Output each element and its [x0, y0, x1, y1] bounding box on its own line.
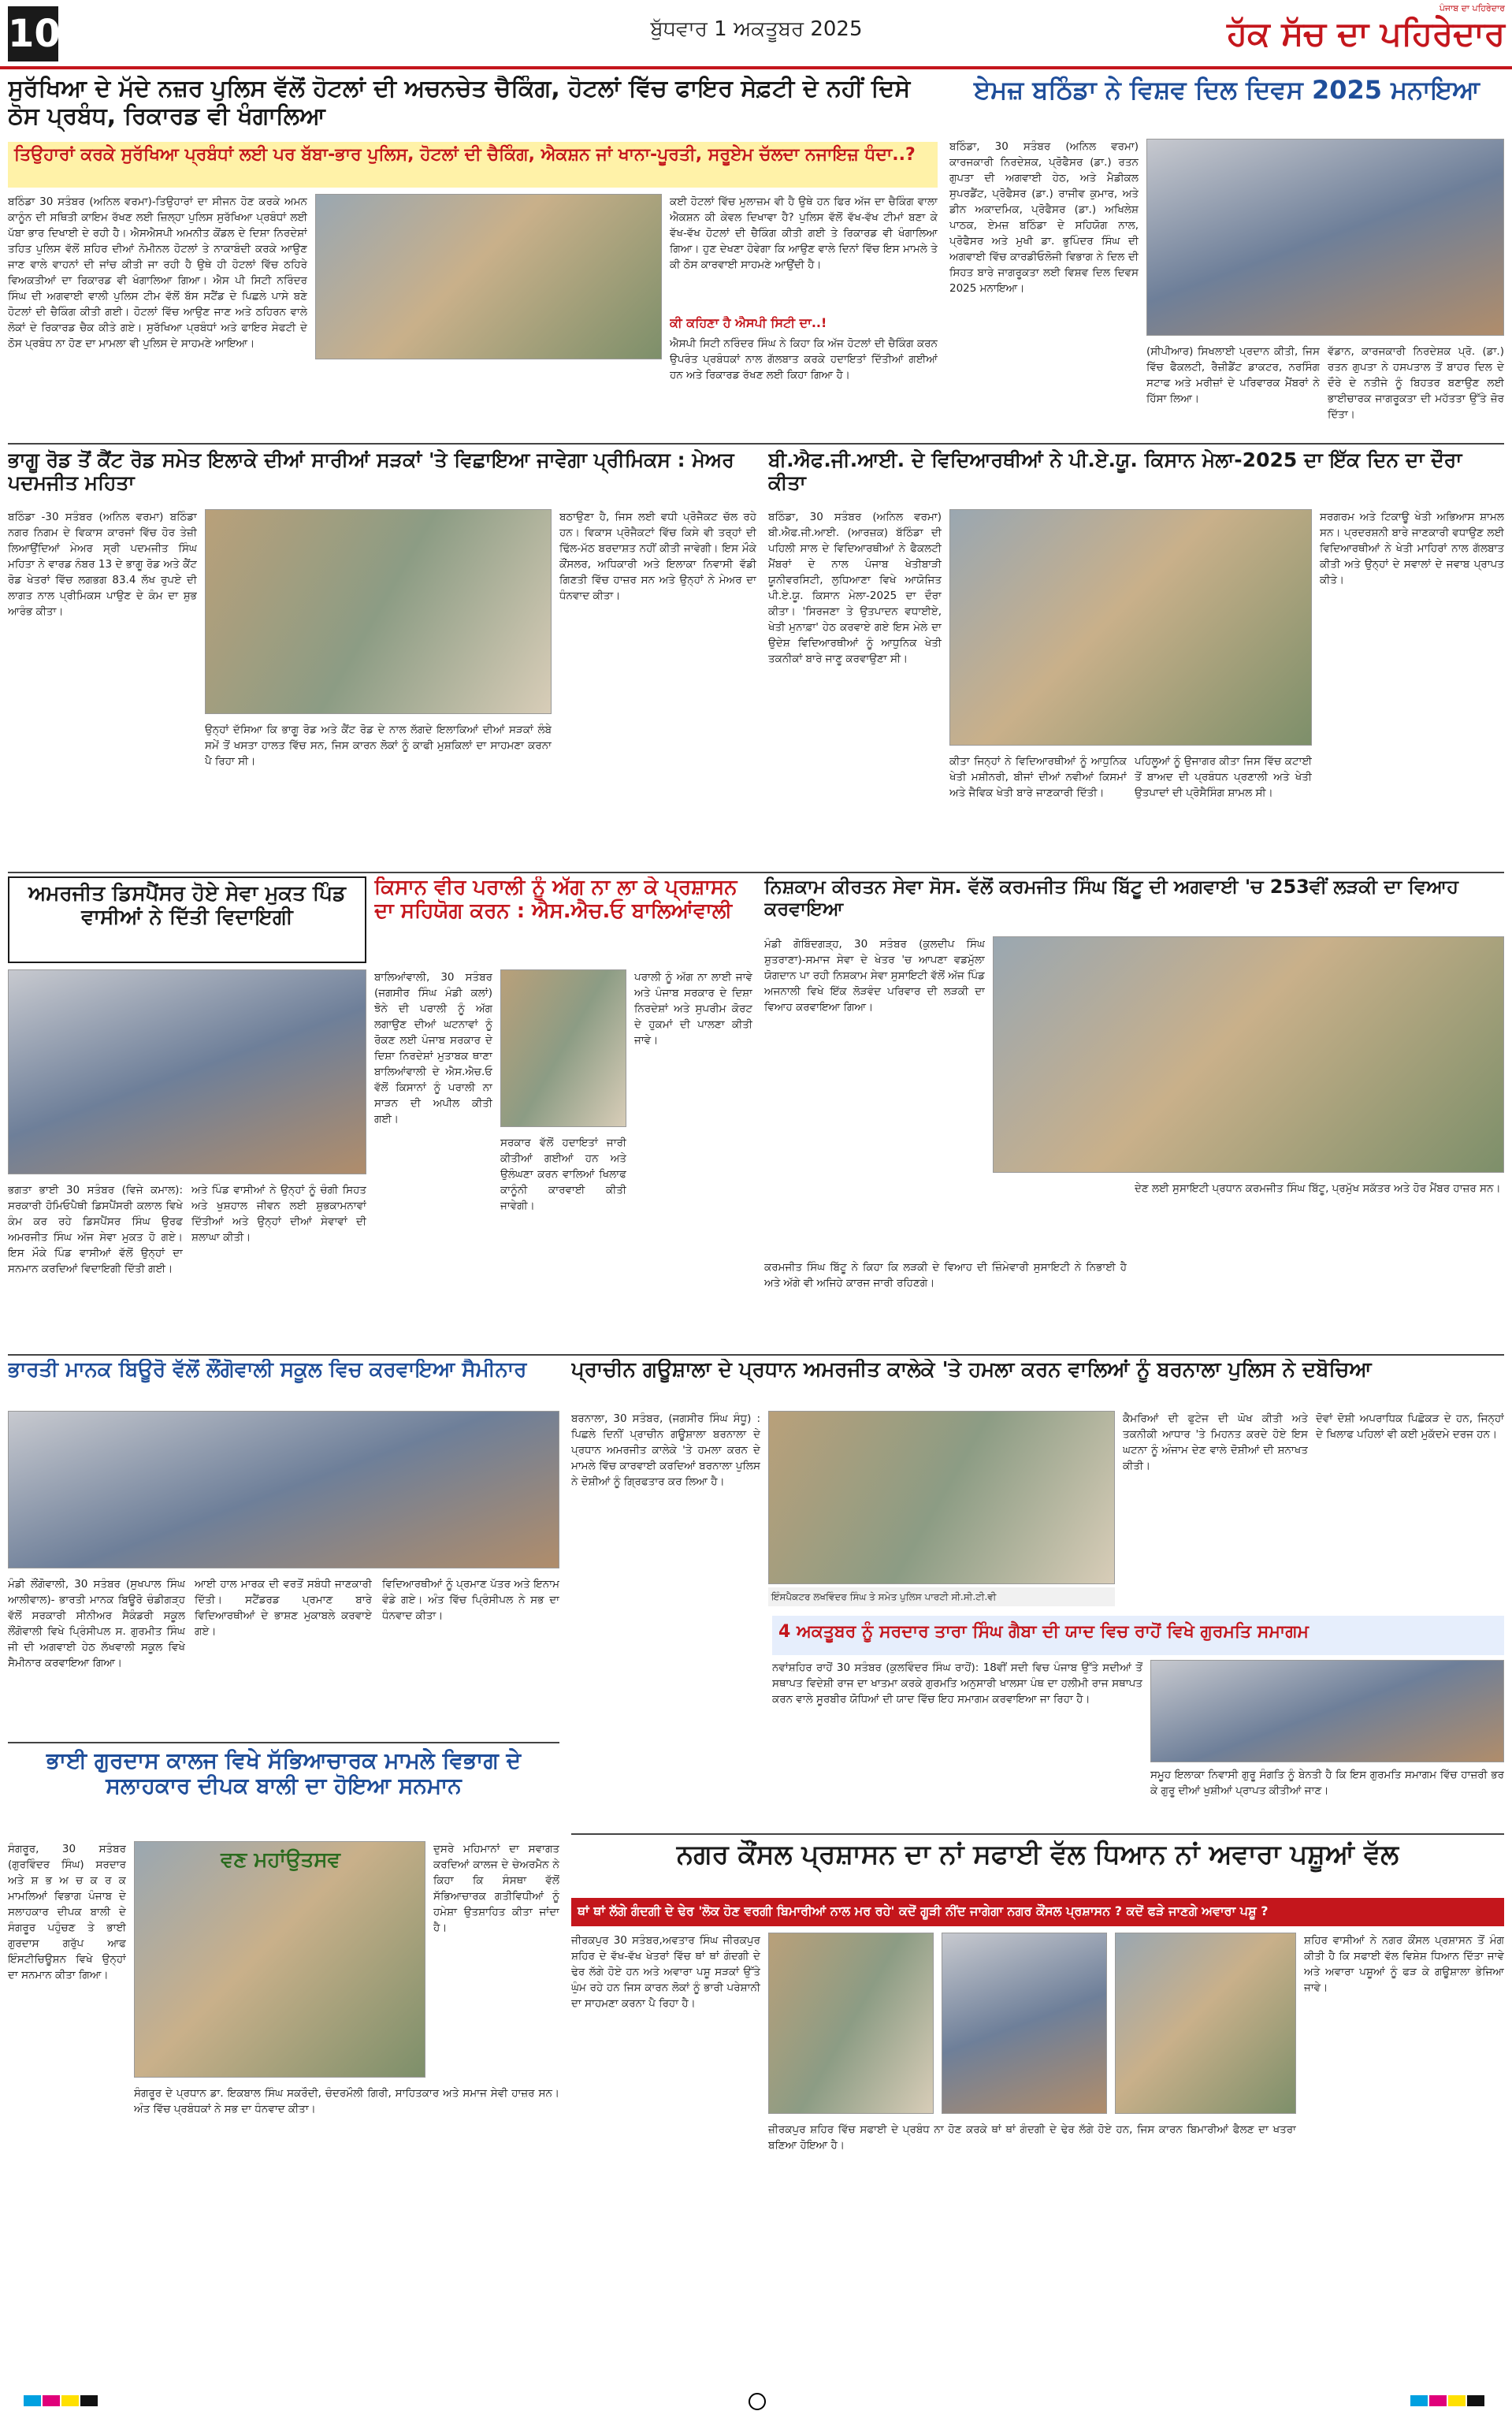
masthead-tag: ਪੰਜਾਬ ਦਾ ਪਹਿਰੇਦਾਰ — [1439, 3, 1505, 13]
divider — [8, 872, 1504, 873]
article-council — [571, 1840, 1504, 2387]
headline: 4 ਅਕਤੂਬਰ ਨੂੰ ਸਰਦਾਰ ਤਾਰਾ ਸਿੰਘ ਗੈਬਾ ਦੀ ਯਾਦ ਵਿਚ ਰਾਹੋਂ ਵਿਖੇ ਗੁਰਮਤਿ ਸਮਾਗਮ — [772, 1616, 1504, 1655]
body-text: ਕਰਮਜੀਤ ਸਿੰਘ ਬਿੱਟੂ ਨੇ ਕਿਹਾ ਕਿ ਲੜਕੀ ਦੇ ਵਿਆਹ ਦੀ ਜ਼ਿੰਮੇਵਾਰੀ ਸੁਸਾਇਟੀ ਨੇ ਨਿਭਾਈ ਹੈ ਅਤੇ ਅੱਗੇ ਵੀ ਅਜਿਹੇ ਕਾਰਜ ਜਾਰੀ ਰਹਿਣਗੇ। — [764, 1261, 1127, 1289]
body-text: ਕਈ ਹੋਟਲਾਂ ਵਿੱਚ ਮੁਲਾਜ਼ਮ ਵੀ ਹੈ ਉਥੇ ਹਨ ਫਿਰ ਅੱਜ ਦਾ ਚੈਕਿੰਗ ਵਾਲਾ ਐਕਸ਼ਨ ਕੀ ਕੇਵਲ ਦਿਖਾਵਾ ਹੈ? ਪੁਲਿਸ ਵੱਲੋਂ ਵੱਖ-ਵੱਖ ਟੀਮਾਂ ਬਣਾ ਕੇ ਵੱਖ-ਵੱਖ ਹੋਟਲਾਂ ਦੀ ਚੈਕਿੰਗ ਕੀਤੀ ਗਈ ਤੇ ਰਿਕਾਰਡ ਵੀ ਖੰਗਾਲਿਆ ਗਿਆ। ਹੁਣ ਦੇਖਣਾ ਹੋਵੇਗਾ ਕਿ ਆਉਣ ਵਾਲੇ ਦਿਨਾਂ ਵਿੱਚ ਇਸ ਮਾਮਲੇ ਤੇ ਕੀ ਠੋਸ ਕਾਰਵਾਈ ਸਾਹਮਣੇ ਆਉਂਦੀ ਹੈ। — [670, 195, 938, 271]
body-text — [571, 1616, 764, 1829]
body-text: ਪਰਾਲੀ ਨੂੰ ਅੱਗ ਨਾ ਲਾਈ ਜਾਵੇ ਅਤੇ ਪੰਜਾਬ ਸਰਕਾਰ ਦੇ ਦਿਸ਼ਾ ਨਿਰਦੇਸ਼ਾਂ ਅਤੇ ਸੁਪਰੀਮ ਕੋਰਟ ਦੇ ਹੁਕਮਾਂ ਦੀ ਪਾਲਣਾ ਕੀਤੀ ਜਾਵੇ। — [634, 971, 752, 1047]
masthead-date: ਬੁੱਧਵਾਰ 1 ਅਕਤੂਬਰ 2025 — [650, 17, 863, 41]
headline: ਅਮਰਜੀਤ ਡਿਸਪੈਂਸਰ ਹੋਏ ਸੇਵਾ ਮੁਕਤ ਪਿੰਡ ਵਾਸੀਆਂ ਨੇ ਦਿੱਤੀ ਵਿਦਾਇਗੀ — [8, 876, 366, 963]
body-text: ਮੰਡੀ ਲੌਂਗੋਵਾਲੀ, 30 ਸਤੰਬਰ (ਸੁਖਪਾਲ ਸਿੰਘ ਆਲੀਵਾਲ)- ਭਾਰਤੀ ਮਾਨਕ ਬਿਊਰੋ ਚੰਡੀਗੜ੍ਹ ਵੱਲੋਂ ਸਰਕਾਰੀ ਸੀਨੀਅਰ ਸੈਕੰਡਰੀ ਸਕੂਲ ਲੌਂਗੋਵਾਲੀ ਵਿਖੇ ਪ੍ਰਿੰਸੀਪਲ ਸ. ਗੁਰਮੀਤ ਸਿੰਘ ਜੀ ਦੀ ਅਗਵਾਈ ਹੇਠ ਲੱਖਵਾਲੀ ਸਕੂਲ ਵਿਖੇ ਸੈਮੀਨਾਰ ਕਰਵਾਇਆ ਗਿਆ। — [8, 1578, 185, 1669]
body-text: ਪਹਿਲੂਆਂ ਨੂੰ ਉਜਾਗਰ ਕੀਤਾ ਜਿਸ ਵਿੱਚ ਕਟਾਈ ਤੋਂ ਬਾਅਦ ਦੀ ਪ੍ਰਬੰਧਨ ਪ੍ਰਣਾਲੀ ਅਤੇ ਖੇਤੀ ਉਤਪਾਦਾਂ ਦੀ ਪ੍ਰੋਸੈਸਿੰਗ ਸ਼ਾਮਲ ਸੀ। — [1135, 755, 1312, 799]
page-number: 10 — [8, 12, 61, 56]
body-text: ਦੇਣ ਲਈ ਸੁਸਾਇਟੀ ਪ੍ਰਧਾਨ ਕਰਮਜੀਤ ਸਿੰਘ ਬਿੱਟੂ, ਪ੍ਰਮੁੱਖ ਸਕੱਤਰ ਅਤੇ ਹੋਰ ਮੈਂਬਰ ਹਾਜ਼ਰ ਸਨ। — [1135, 1182, 1501, 1195]
photo-hotel-checking — [315, 194, 662, 359]
body-text: ਜੀਰਕਪੁਰ 30 ਸਤੰਬਰ,ਅਵਤਾਰ ਸਿੰਘ ਜੀਰਕਪੁਰ ਸ਼ਹਿਰ ਦੇ ਵੱਖ-ਵੱਖ ਖੇਤਰਾਂ ਵਿੱਚ ਥਾਂ ਥਾਂ ਗੰਦਗੀ ਦੇ ਢੇਰ ਲੱਗੇ ਹੋਏ ਹਨ ਅਤੇ ਅਵਾਰਾ ਪਸ਼ੂ ਸੜਕਾਂ ਉੱਤੇ ਘੁੰਮ ਰਹੇ ਹਨ ਜਿਸ ਕਾਰਨ ਲੋਕਾਂ ਨੂੰ ਭਾਰੀ ਪਰੇਸ਼ਾਨੀ ਦਾ ਸਾਹਮਣਾ ਕਰਨਾ ਪੈ ਰਿਹਾ ਹੈ। — [571, 1934, 760, 2010]
body-text: ਮੰਡੀ ਗੋਬਿੰਦਗੜ੍ਹ, 30 ਸਤੰਬਰ (ਕੁਲਦੀਪ ਸਿੰਘ ਸ਼ੁਤਰਾਣਾ)-ਸਮਾਜ ਸੇਵਾ ਦੇ ਖੇਤਰ 'ਚ ਆਪਣਾ ਵਡਮੁੱਲਾ ਯੋਗਦਾਨ ਪਾ ਰਹੀ ਨਿਸ਼ਕਾਮ ਸੇਵਾ ਸੁਸਾਇਟੀ ਵੱਲੋਂ ਅੱਜ ਪਿੰਡ ਅਜਨਾਲੀ ਵਿਖੇ ਇੱਕ ਲੋੜਵੰਦ ਪਰਿਵਾਰ ਦੀ ਲੜਕੀ ਦਾ ਵਿਆਹ ਕਰਵਾਇਆ ਗਿਆ। — [764, 938, 985, 1014]
headline: ਨਗਰ ਕੌਂਸਲ ਪ੍ਰਸ਼ਾਸਨ ਦਾ ਨਾਂ ਸਫਾਈ ਵੱਲ ਧਿਆਨ ਨਾਂ ਅਵਾਰਾ ਪਸ਼ੂਆਂ ਵੱਲ — [676, 1840, 1399, 1870]
article-bfgi — [768, 449, 1504, 867]
body-text: ਐਸਪੀ ਸਿਟੀ ਨਰਿੰਦਰ ਸਿੰਘ ਨੇ ਕਿਹਾ ਕਿ ਅੱਜ ਹੋਟਲਾਂ ਦੀ ਚੈਕਿੰਗ ਕਰਨ ਉਪਰੰਤ ਪ੍ਰਬੰਧਕਾਂ ਨਾਲ ਗੱਲਬਾਤ ਕਰਕੇ ਹਦਾਇਤਾਂ ਦਿੱਤੀਆਂ ਗਈਆਂ ਹਨ ਅਤੇ ਰਿਕਾਰਡ ਰੱਖਣ ਲਈ ਕਿਹਾ ਗਿਆ ਹੈ। — [670, 337, 938, 381]
headline: ਭਾਗੂ ਰੋਡ ਤੋਂ ਕੈਂਟ ਰੋਡ ਸਮੇਤ ਇਲਾਕੇ ਦੀਆਂ ਸਾਰੀਆਂ ਸੜਕਾਂ 'ਤੇ ਵਿਛਾਇਆ ਜਾਵੇਗਾ ਪ੍ਰੀਮਿਕਸ : ਮੇਅਰ ਪਦਮਜੀਤ ਮਹਿਤਾ — [8, 449, 734, 494]
body-text: ਵਿਦਿਆਰਥੀਆਂ ਨੂੰ ਪ੍ਰਮਾਣ ਪੱਤਰ ਅਤੇ ਇਨਾਮ ਵੰਡੇ ਗਏ। ਅੰਤ ਵਿੱਚ ਪ੍ਰਿੰਸੀਪਲ ਨੇ ਸਭ ਦਾ ਧੰਨਵਾਦ ਕੀਤਾ। — [382, 1578, 559, 1622]
body-text: ਨਵਾਂਸ਼ਹਿਰ ਰਾਹੋਂ 30 ਸਤੰਬਰ (ਕੁਲਵਿੰਦਰ ਸਿੰਘ ਰਾਹੋਂ): 18ਵੀਂ ਸਦੀ ਵਿਚ ਪੰਜਾਬ ਉੱਤੇ ਸਦੀਆਂ ਤੋਂ ਸਥਾਪਤ ਵਿਦੇਸ਼ੀ ਰਾਜ ਦਾ ਖਾਤਮਾ ਕਰਕੇ ਗੁਰਮਤਿ ਅਨੁਸਾਰੀ ਖਾਲਸਾ ਪੰਥ ਦਾ ਹਲੀਮੀ ਰਾਜ ਸਥਾਪਤ ਕਰਨ ਵਾਲੇ ਸੂਰਬੀਰ ਯੋਧਿਆਂ ਦੀ ਯਾਦ ਵਿੱਚ ਇਹ ਸਮਾਗਮ ਕਰਵਾਇਆ ਜਾ ਰਿਹਾ ਹੈ। — [772, 1661, 1142, 1706]
headline: ਨਿਸ਼ਕਾਮ ਕੀਰਤਨ ਸੇਵਾ ਸੋਸ. ਵੱਲੋਂ ਕਰਮਜੀਤ ਸਿੰਘ ਬਿੱਟੂ ਦੀ ਅਗਵਾਈ 'ਚ 253ਵੀਂ ਲੜਕੀ ਦਾ ਵਿਆਹ ਕਰਵਾਇਆ — [764, 876, 1459, 920]
body-text: ਵੱਡਾਨ, ਕਾਰਜਕਾਰੀ ਨਿਰਦੇਸ਼ਕ ਪ੍ਰੋ. (ਡਾ.) ਰਤਨ ਗੁਪਤਾ ਨੇ ਹਸਪਤਾਲ ਤੋਂ ਬਾਹਰ ਦਿਲ ਦੇ ਦੌਰੇ ਦੇ ਨਤੀਜੇ ਨੂੰ ਬਿਹਤਰ ਬਣਾਉਣ ਲਈ ਭਾਈਚਾਰਕ ਜਾਗਰੂਕਤਾ ਦੀ ਮਹੱਤਤਾ ਉੱਤੇ ਜ਼ੋਰ ਦਿੱਤਾ। — [1328, 345, 1504, 421]
headline: ਸੁਰੱਖਿਆ ਦੇ ਮੱਦੇ ਨਜ਼ਰ ਪੁਲਿਸ ਵੱਲੋਂ ਹੋਟਲਾਂ ਦੀ ਅਚਨਚੇਤ ਚੈਕਿੰਗ, ਹੋਟਲਾਂ ਵਿੱਚ ਫਾਇਰ ਸੇਫ਼ਟੀ ਦੇ ਨਹੀਂ ਦਿਸੇ ਠੋਸ ਪ੍ਰਬੰਧ, ਰਿਕਾਰਡ ਵੀ ਖੰਗਾਲਿਆ — [8, 76, 911, 130]
body-text: ਬਠਿੰਡਾ 30 ਸਤੰਬਰ (ਅਨਿਲ ਵਰਮਾ)-ਤਿਉਹਾਰਾਂ ਦਾ ਸੀਜਨ ਹੋਣ ਕਰਕੇ ਅਮਨ ਕਾਨੂੰਨ ਦੀ ਸਥਿਤੀ ਕਾਇਮ ਰੱਖਣ ਲਈ ਜ਼ਿਲ੍ਹਾ ਪੁਲਿਸ ਸੁਰੱਖਿਆ ਪ੍ਰਬੰਧਾਂ ਲਈ ਪੱਬਾ ਭਾਰ ਦਿਖਾਈ ਦੇ ਰਹੀ ਹੈ। ਐਸਐਸਪੀ ਅਮਨੀਤ ਕੋਂਡਲ ਦੇ ਦਿਸ਼ਾ ਨਿਰਦੇਸ਼ਾਂ ਤਹਿਤ ਪੁਲਿਸ ਵੱਲੋਂ ਸ਼ਹਿਰ ਦੀਆਂ ਨੋਮੀਨਲ ਹੋਟਲਾਂ ਤੇ ਨਾਕਾਬੰਦੀ ਕਰਕੇ ਆਉਣ ਜਾਣ ਵਾਲੇ ਵਾਹਨਾਂ ਦੀ ਜਾਂਚ ਕੀਤੀ ਜਾ ਰਹੀ ਹੈ ਉਥੇ ਹੀ ਹੋਟਲਾਂ ਵਿੱਚ ਠਹਿਰੇ ਵਿਅਕਤੀਆਂ ਦਾ ਰਿਕਾਰਡ ਵੀ ਖੰਗਾਲਿਆ ਗਿਆ। ਐਸ ਪੀ ਸਿਟੀ ਨਰਿੰਦਰ ਸਿੰਘ ਦੀ ਅਗਵਾਈ ਵਾਲੀ ਪੁਲਿਸ ਟੀਮ ਵੱਲੋਂ ਬੱਸ ਸਟੈਂਡ ਦੇ ਪਿਛਲੇ ਪਾਸੇ ਬਣੇ ਹੋਟਲਾਂ ਦੀ ਚੈਕਿੰਗ ਕੀਤੀ ਗਈ। ਹੋਟਲਾਂ ਵਿੱਚ ਆਉਣ ਜਾਣ ਅਤੇ ਠਹਿਰਨ ਵਾਲੇ ਲੋਕਾਂ ਦੇ ਰਿਕਾਰਡ ਚੈਕ ਕੀਤੇ ਗਏ। ਸੁਰੱਖਿਆ ਪ੍ਰਬੰਧਾਂ ਅਤੇ ਫਾਇਰ ਸੇਫਟੀ ਦੇ ਠੋਸ ਪ੍ਰਬੰਧ ਨਾ ਹੋਣ ਦਾ ਮਾਮਲਾ ਵੀ ਪੁਲਿਸ ਦੇ ਸਾਹਮਣੇ ਆਇਆ। — [8, 195, 307, 350]
body-text: ਉਨ੍ਹਾਂ ਦੱਸਿਆ ਕਿ ਭਾਗੂ ਰੋਡ ਅਤੇ ਕੈਂਟ ਰੋਡ ਦੇ ਨਾਲ ਲੱਗਦੇ ਇਲਾਕਿਆਂ ਦੀਆਂ ਸੜਕਾਂ ਲੰਬੇ ਸਮੇਂ ਤੋਂ ਖਸਤਾ ਹਾਲਤ ਵਿੱਚ ਸਨ, ਜਿਸ ਕਾਰਨ ਲੋਕਾਂ ਨੂੰ ਕਾਫੀ ਮੁਸ਼ਕਿਲਾਂ ਦਾ ਸਾਹਮਣਾ ਕਰਨਾ ਪੈ ਰਿਹਾ ਸੀ। — [205, 724, 552, 768]
headline: ਭਾਰਤੀ ਮਾਨਕ ਬਿਊਰੋ ਵੱਲੋਂ ਲੌਂਗੋਵਾਲੀ ਸਕੂਲ ਵਿਚ ਕਰਵਾਇਆ ਸੈਮੀਨਾਰ — [8, 1359, 527, 1382]
body-text: ਦੁਸਰੇ ਮਹਿਮਾਨਾਂ ਦਾ ਸਵਾਗਤ ਕਰਦਿਆਂ ਕਾਲਜ ਦੇ ਚੇਅਰਮੈਨ ਨੇ ਕਿਹਾ ਕਿ ਸੰਸਥਾ ਵੱਲੋਂ ਸੱਭਿਆਚਾਰਕ ਗਤੀਵਿਧੀਆਂ ਨੂੰ ਹਮੇਸ਼ਾ ਉਤਸ਼ਾਹਿਤ ਕੀਤਾ ਜਾਂਦਾ ਹੈ। — [433, 1843, 559, 1934]
photo-sho — [500, 969, 626, 1127]
photo-heart-day — [1146, 139, 1504, 336]
photo-farewell — [8, 969, 366, 1174]
photo-police-arrest — [768, 1411, 1115, 1584]
photo-garbage-3 — [1115, 1933, 1296, 2114]
body-text: ਆਈ ਹਾਲ ਮਾਰਕ ਦੀ ਵਰਤੋਂ ਸਬੰਧੀ ਜਾਣਕਾਰੀ ਦਿੱਤੀ। ਸਟੈਂਡਰਡ ਪ੍ਰਮਾਣ ਬਾਰੇ ਵਿਦਿਆਰਥੀਆਂ ਦੇ ਭਾਸ਼ਣ ਮੁਕਾਬਲੇ ਕਰਵਾਏ ਗਏ। — [195, 1578, 372, 1638]
registration-mark — [749, 2393, 766, 2410]
body-text: ਬਠਾਉਣਾ ਹੈ, ਜਿਸ ਲਈ ਵਧੀ ਪ੍ਰੋਜੈਕਟ ਚੱਲ ਰਹੇ ਹਨ। ਵਿਕਾਸ ਪ੍ਰੋਜੈਕਟਾਂ ਵਿੱਚ ਕਿਸੇ ਵੀ ਤਰ੍ਹਾਂ ਦੀ ਢਿੱਲ-ਮੱਠ ਬਰਦਾਸ਼ਤ ਨਹੀਂ ਕੀਤੀ ਜਾਵੇਗੀ। ਇਸ ਮੌਕੇ ਕੌਂਸਲਰ, ਅਧਿਕਾਰੀ ਅਤੇ ਇਲਾਕਾ ਨਿਵਾਸੀ ਵੱਡੀ ਗਿਣਤੀ ਵਿੱਚ ਹਾਜ਼ਰ ਸਨ ਅਤੇ ਉਨ੍ਹਾਂ ਨੇ ਮੇਅਰ ਦਾ ਧੰਨਵਾਦ ਕੀਤਾ। — [559, 511, 756, 602]
masthead-paper-name: ਹੱਕ ਸੱਚ ਦਾ ਪਹਿਰੇਦਾਰ — [1227, 14, 1505, 53]
color-bar-left — [24, 2394, 99, 2409]
body-text: (ਸੀਪੀਆਰ) ਸਿਖਲਾਈ ਪ੍ਰਦਾਨ ਕੀਤੀ, ਜਿਸ ਵਿੱਚ ਫੈਕਲਟੀ, ਰੈਜ਼ੀਡੈਂਟ ਡਾਕਟਰ, ਨਰਸਿੰਗ ਸਟਾਫ ਅਤੇ ਮਰੀਜ਼ਾਂ ਦੇ ਪਰਿਵਾਰਕ ਮੈਂਬਰਾਂ ਨੇ ਹਿੱਸਾ ਲਿਆ। — [1146, 345, 1320, 405]
body-text: ਬਠਿੰਡਾ, 30 ਸਤੰਬਰ (ਅਨਿਲ ਵਰਮਾ) ਬੀ.ਐਫ.ਜੀ.ਆਈ. (ਆਰਜ਼ਕ) ਬੱਠਿੰਡਾ ਦੀ ਪਹਿਲੀ ਸਾਲ ਦੇ ਵਿਦਿਆਰਥੀਆਂ ਨੇ ਫੈਕਲਟੀ ਮੈਂਬਰਾਂ ਦੇ ਨਾਲ ਪੰਜਾਬ ਖੇਤੀਬਾੜੀ ਯੂਨੀਵਰਸਿਟੀ, ਲੁਧਿਆਣਾ ਵਿਖੇ ਆਯੋਜਿਤ ਪੀ.ਏ.ਯੂ. ਕਿਸਾਨ ਮੇਲਾ-2025 ਦਾ ਦੌਰਾ ਕੀਤਾ। 'ਸਿਰਜਣਾ ਤੇ ਉਤਪਾਦਨ ਵਧਾਈਏ, ਖੇਤੀ ਮੁਨਾਫ਼ਾ' ਹੇਠ ਕਰਵਾਏ ਗਏ ਇਸ ਮੇਲੇ ਦਾ ਉਦੇਸ਼ ਵਿਦਿਆਰਥੀਆਂ ਨੂੰ ਆਧੁਨਿਕ ਖੇਤੀ ਤਕਨੀਕਾਂ ਬਾਰੇ ਜਾਣੂ ਕਰਵਾਉਣਾ ਸੀ। — [768, 511, 942, 665]
color-bar-right — [1410, 2394, 1486, 2409]
body-text: ਸਮੂਹ ਇਲਾਕਾ ਨਿਵਾਸੀ ਗੁਰੂ ਸੰਗਤਿ ਨੂੰ ਬੇਨਤੀ ਹੈ ਕਿ ਇਸ ਗੁਰਮਤਿ ਸਮਾਗਮ ਵਿੱਚ ਹਾਜ਼ਰੀ ਭਰ ਕੇ ਗੁਰੂ ਦੀਆਂ ਖੁਸ਼ੀਆਂ ਪ੍ਰਾਪਤ ਕੀਤੀਆਂ ਜਾਣ। — [1150, 1769, 1504, 1797]
body-text — [315, 367, 662, 430]
article-wedding — [764, 876, 1504, 1349]
divider — [8, 443, 1504, 445]
body-subhead: ਕੀ ਕਹਿਣਾ ਹੈ ਐਸਪੀ ਸਿਟੀ ਦਾ..! — [670, 316, 827, 330]
article-hotels — [8, 76, 938, 438]
body-text: ਬਠਿੰਡਾ -30 ਸਤੰਬਰ (ਅਨਿਲ ਵਰਮਾ) ਬਠਿੰਡਾ ਨਗਰ ਨਿਗਮ ਦੇ ਵਿਕਾਸ ਕਾਰਜਾਂ ਵਿੱਚ ਹੋਰ ਤੇਜ਼ੀ ਲਿਆਉਂਦਿਆਂ ਮੇਅਰ ਸ੍ਰੀ ਪਦਮਜੀਤ ਸਿੰਘ ਮਹਿਤਾ ਨੇ ਵਾਰਡ ਨੰਬਰ 13 ਦੇ ਭਾਗੂ ਰੋਡ ਅਤੇ ਕੈਂਟ ਰੋਡ ਖੇਤਰਾਂ ਵਿੱਚ ਲਗਭਗ 83.4 ਲੱਖ ਰੁਪਏ ਦੀ ਲਾਗਤ ਨਾਲ ਪ੍ਰੀਮਿਕਸ ਪਾਉਣ ਦੇ ਕੰਮ ਦਾ ਸ਼ੁਭ ਆਰੰਭ ਕੀਤਾ। — [8, 511, 197, 618]
body-text: ਬਾਲਿਆਂਵਾਲੀ, 30 ਸਤੰਬਰ (ਜਗਸੀਰ ਸਿੰਘ ਮੰਡੀ ਕਲਾਂ) ਝੋਨੇ ਦੀ ਪਰਾਲੀ ਨੂੰ ਅੱਗ ਲਗਾਉਣ ਦੀਆਂ ਘਟਨਾਵਾਂ ਨੂੰ ਰੋਕਣ ਲਈ ਪੰਜਾਬ ਸਰਕਾਰ ਦੇ ਦਿਸ਼ਾ ਨਿਰਦੇਸ਼ਾਂ ਮੁਤਾਬਕ ਥਾਣਾ ਬਾਲਿਆਂਵਾਲੀ ਦੇ ਐਸ.ਐਚ.ਓ ਵੱਲੋਂ ਕਿਸਾਨਾਂ ਨੂੰ ਪਰਾਲੀ ਨਾ ਸਾੜਨ ਦੀ ਅਪੀਲ ਕੀਤੀ ਗਈ। — [374, 971, 492, 1126]
article-college — [8, 1748, 559, 2387]
photo-samagam — [1150, 1660, 1504, 1762]
body-text: ਸੰਗਰੂਰ ਦੇ ਪ੍ਰਧਾਨ ਡਾ. ਇਕਬਾਲ ਸਿੰਘ ਸਕਰੌਦੀ, ਚੰਦਰਮੌਲੀ ਗਿਰੀ, ਸਾਹਿਤਕਾਰ ਅਤੇ ਸਮਾਜ ਸੇਵੀ ਹਾਜ਼ਰ ਸਨ। ਅੰਤ ਵਿੱਚ ਪ੍ਰਬੰਧਕਾਂ ਨੇ ਸਭ ਦਾ ਧੰਨਵਾਦ ਕੀਤਾ। — [134, 2087, 559, 2115]
headline: ਕਿਸਾਨ ਵੀਰ ਪਰਾਲੀ ਨੂੰ ਅੱਗ ਨਾ ਲਾ ਕੇ ਪ੍ਰਸ਼ਾਸਨ ਦਾ ਸਹਿਯੋਗ ਕਰਨ : ਐਸ.ਐਚ.ਓ ਬਾਲਿਆਂਵਾਲੀ — [374, 876, 737, 923]
body-text: ਕੈਮਰਿਆਂ ਦੀ ਫੁਟੇਜ ਦੀ ਘੋਖ ਕੀਤੀ ਅਤੇ ਤਕਨੀਕੀ ਆਧਾਰ 'ਤੇ ਮਿਹਨਤ ਕਰਦੇ ਹੋਏ ਇਸ ਘਟਨਾ ਨੂੰ ਅੰਜਾਮ ਦੇਣ ਵਾਲੇ ਦੋਸ਼ੀਆਂ ਦੀ ਸ਼ਨਾਖਤ ਕੀਤੀ। — [1123, 1412, 1308, 1472]
masthead-rule — [0, 66, 1512, 69]
body-text: ਬਰਨਾਲਾ, 30 ਸਤੰਬਰ, (ਜਗਸੀਰ ਸਿੰਘ ਸੰਧੂ) : ਪਿਛਲੇ ਦਿਨੀਂ ਪ੍ਰਾਚੀਨ ਗਊਸ਼ਾਲਾ ਬਰਨਾਲਾ ਦੇ ਪ੍ਰਧਾਨ ਅਮਰਜੀਤ ਕਾਲੇਕੇ 'ਤੇ ਹਮਲਾ ਕਰਨ ਦੇ ਮਾਮਲੇ ਵਿੱਚ ਕਾਰਵਾਈ ਕਰਦਿਆਂ ਬਰਨਾਲਾ ਪੁਲਿਸ ਨੇ ਦੋਸ਼ੀਆਂ ਨੂੰ ਗ੍ਰਿਫਤਾਰ ਕਰ ਲਿਆ ਹੈ। — [571, 1412, 760, 1488]
body-text: ਸੰਗਰੂਰ, 30 ਸਤੰਬਰ (ਗੁਰਵਿੰਦਰ ਸਿੰਘ) ਸਰਦਾਰ ਅਤੇ ਸ਼ ਭ ਅ ਚ ਕ ਰ ਕ ਮਾਮਲਿਆਂ ਵਿਭਾਗ ਪੰਜਾਬ ਦੇ ਸਲਾਹਕਾਰ ਦੀਪਕ ਬਾਲੀ ਦੇ ਸੰਗਰੂਰ ਪਹੁੰਚਣ ਤੇ ਭਾਈ ਗੁਰਦਾਸ ਗਰੁੱਪ ਆਫ ਇੰਸਟੀਚਿਊਸ਼ਨ ਵਿਖੇ ਉਨ੍ਹਾਂ ਦਾ ਸਨਮਾਨ ਕੀਤਾ ਗਿਆ। — [8, 1843, 126, 1981]
article-bis — [8, 1359, 559, 1737]
body-text: ਅਤੇ ਪਿੰਡ ਵਾਸੀਆਂ ਨੇ ਉਨ੍ਹਾਂ ਨੂੰ ਚੰਗੀ ਸਿਹਤ ਅਤੇ ਖੁਸ਼ਹਾਲ ਜੀਵਨ ਲਈ ਸ਼ੁਭਕਾਮਨਾਵਾਂ ਦਿੱਤੀਆਂ ਅਤੇ ਉਨ੍ਹਾਂ ਦੀਆਂ ਸੇਵਾਵਾਂ ਦੀ ਸ਼ਲਾਘਾ ਕੀਤੀ। — [191, 1184, 366, 1244]
body-text: ਸਰਕਾਰ ਵੱਲੋਂ ਹਦਾਇਤਾਂ ਜਾਰੀ ਕੀਤੀਆਂ ਗਈਆਂ ਹਨ ਅਤੇ ਉਲੰਘਣਾ ਕਰਨ ਵਾਲਿਆਂ ਖਿਲਾਫ ਕਾਨੂੰਨੀ ਕਾਰਵਾਈ ਕੀਤੀ ਜਾਵੇਗੀ। — [500, 1137, 626, 1212]
divider — [8, 1354, 1504, 1356]
divider — [571, 1833, 1504, 1835]
photo-garbage-1 — [768, 1933, 934, 2114]
divider — [8, 1742, 559, 1743]
body-text: ਜ਼ੀਰਕਪੁਰ ਸ਼ਹਿਰ ਵਿੱਚ ਸਫਾਈ ਦੇ ਪ੍ਰਬੰਧ ਨਾ ਹੋਣ ਕਰਕੇ ਥਾਂ ਥਾਂ ਗੰਦਗੀ ਦੇ ਢੇਰ ਲੱਗੇ ਹੋਏ ਹਨ, ਜਿਸ ਕਾਰਨ ਬਿਮਾਰੀਆਂ ਫੈਲਣ ਦਾ ਖਤਰਾ ਬਣਿਆ ਹੋਇਆ ਹੈ। — [768, 2123, 1296, 2152]
article-bhagu-road — [8, 449, 756, 867]
article-gurmat — [772, 1616, 1504, 1829]
photo-wedding — [993, 936, 1504, 1173]
headline: ਏਮਜ਼ ਬਠਿੰਡਾ ਨੇ ਵਿਸ਼ਵ ਦਿਲ ਦਿਵਸ 2025 ਮਨਾਇਆ — [974, 76, 1480, 105]
article-stubble — [374, 876, 752, 1349]
headline: ਬੀ.ਐਫ.ਜੀ.ਆਈ. ਦੇ ਵਿਦਿਆਰਥੀਆਂ ਨੇ ਪੀ.ਏ.ਯੂ. ਕਿਸਾਨ ਮੇਲਾ-2025 ਦਾ ਇੱਕ ਦਿਨ ਦਾ ਦੌਰਾ ਕੀਤਾ — [768, 449, 1462, 494]
body-text: ਸਰਗਰਮ ਅਤੇ ਟਿਕਾਊ ਖੇਤੀ ਅਭਿਆਸ ਸ਼ਾਮਲ ਸਨ। ਪ੍ਰਦਰਸ਼ਨੀ ਬਾਰੇ ਜਾਣਕਾਰੀ ਵਧਾਉਣ ਲਈ ਵਿਦਿਆਰਥੀਆਂ ਨੇ ਖੇਤੀ ਮਾਹਿਰਾਂ ਨਾਲ ਗੱਲਬਾਤ ਕੀਤੀ ਅਤੇ ਉਨ੍ਹਾਂ ਦੇ ਸਵਾਲਾਂ ਦੇ ਜਵਾਬ ਪ੍ਰਾਪਤ ਕੀਤੇ। — [1320, 511, 1504, 586]
photo-seminar — [8, 1411, 559, 1568]
body-text: ਕੀਤਾ ਜਿਨ੍ਹਾਂ ਨੇ ਵਿਦਿਆਰਥੀਆਂ ਨੂੰ ਆਧੁਨਿਕ ਖੇਤੀ ਮਸ਼ੀਨਰੀ, ਬੀਜਾਂ ਦੀਆਂ ਨਵੀਆਂ ਕਿਸਮਾਂ ਅਤੇ ਜੈਵਿਕ ਖੇਤੀ ਬਾਰੇ ਜਾਣਕਾਰੀ ਦਿੱਤੀ। — [949, 755, 1127, 799]
page-number-box — [8, 6, 61, 61]
article-dispensary — [8, 876, 366, 1349]
body-text: ਸ਼ਹਿਰ ਵਾਸੀਆਂ ਨੇ ਨਗਰ ਕੌਂਸਲ ਪ੍ਰਸ਼ਾਸਨ ਤੋਂ ਮੰਗ ਕੀਤੀ ਹੈ ਕਿ ਸਫਾਈ ਵੱਲ ਵਿਸ਼ੇਸ਼ ਧਿਆਨ ਦਿੱਤਾ ਜਾਵੇ ਅਤੇ ਅਵਾਰਾ ਪਸ਼ੂਆਂ ਨੂੰ ਫੜ ਕੇ ਗਊਸ਼ਾਲਾ ਭੇਜਿਆ ਜਾਵੇ। — [1304, 1934, 1504, 1994]
subheadline: ਥਾਂ ਥਾਂ ਲੱਗੇ ਗੰਦਗੀ ਦੇ ਢੇਰ 'ਲੋਕ ਹੋਣ ਵਰਗੀ ਬਿਮਾਰੀਆਂ ਨਾਲ ਮਰ ਰਹੇ' ਕਦੋਂ ਗੂੜੀ ਨੀਂਦ ਜਾਗੇਗਾ ਨਗਰ ਕੌਂਸਲ ਪ੍ਰਸ਼ਾਸਨ ? ਕਦੋਂ ਫੜੇ ਜਾਣਗੇ ਅਵਾਰਾ ਪਸ਼ੂ ? — [571, 1898, 1504, 1926]
masthead — [0, 0, 1512, 69]
subheadline: ਤਿਉਹਾਰਾਂ ਕਰਕੇ ਸੁਰੱਖਿਆ ਪ੍ਰਬੰਧਾਂ ਲਈ ਪਰ ਬੱਬਾ-ਭਾਰ ਪੁਲਿਸ, ਹੋਟਲਾਂ ਦੀ ਚੈਕਿੰਗ, ਐਕਸ਼ਨ ਜਾਂ ਖਾਨਾ-ਪੂਰਤੀ, ਸਰੂਏਮ ਚੱਲਦਾ ਨਜਾਇਜ਼ ਧੰਦਾ..? — [8, 142, 938, 188]
article-gaushala — [571, 1359, 1504, 1611]
photo-garbage-2 — [942, 1933, 1107, 2114]
body-text: ਬਠਿੰਡਾ, 30 ਸਤੰਬਰ (ਅਨਿਲ ਵਰਮਾ) ਕਾਰਜਕਾਰੀ ਨਿਰਦੇਸ਼ਕ, ਪ੍ਰੋਫੈਸਰ (ਡਾ.) ਰਤਨ ਗੁਪਤਾ ਦੀ ਅਗਵਾਈ ਹੇਠ, ਅਤੇ ਮੈਡੀਕਲ ਸੁਪਰਡੈਂਟ, ਪ੍ਰੋਫੈਸਰ (ਡਾ.) ਰਾਜੀਵ ਕੁਮਾਰ, ਅਤੇ ਡੀਨ ਅਕਾਦਮਿਕ, ਪ੍ਰੋਫੈਸਰ (ਡਾ.) ਅਖਿਲੇਸ਼ ਪਾਠਕ, ਏਮਜ਼ ਬਠਿੰਡਾ ਦੇ ਸਹਿਯੋਗ ਨਾਲ, ਪ੍ਰੋਫੈਸਰ ਅਤੇ ਮੁਖੀ ਡਾ. ਭੁਪਿੰਦਰ ਸਿੰਘ ਦੀ ਅਗਵਾਈ ਵਿੱਚ ਕਾਰਡੀਓਲੋਜੀ ਵਿਭਾਗ ਨੇ ਦਿਲ ਦੀ ਸਿਹਤ ਬਾਰੇ ਜਾਗਰੂਕਤਾ ਲਈ ਵਿਸ਼ਵ ਦਿਲ ਦਿਵਸ 2025 ਮਨਾਇਆ। — [949, 140, 1139, 295]
print-marks — [0, 2391, 1512, 2411]
photo-college-honour — [134, 1841, 425, 2078]
body-text: ਭਗਤਾ ਭਾਈ 30 ਸਤੰਬਰ (ਵਿਜੇ ਕਮਾਲ): ਸਰਕਾਰੀ ਹੋਮਿਓਪੈਥੀ ਡਿਸਪੈਂਸਰੀ ਕਲਾਲ ਵਿਖੇ ਕੰਮ ਕਰ ਰਹੇ ਡਿਸਪੈਂਸਰ ਸਿੰਘ ਉਰਫ ਅਮਰਜੀਤ ਸਿੰਘ ਅੱਜ ਸੇਵਾ ਮੁਕਤ ਹੋ ਗਏ। ਇਸ ਮੌਕੇ ਪਿੰਡ ਵਾਸੀਆਂ ਵੱਲੋਂ ਉਨ੍ਹਾਂ ਦਾ ਸਨਮਾਨ ਕਰਦਿਆਂ ਵਿਦਾਇਗੀ ਦਿੱਤੀ ਗਈ। — [8, 1184, 183, 1275]
photo-road-premix — [205, 509, 552, 714]
photo-kisan-mela — [949, 509, 1312, 746]
headline: ਭਾਈ ਗੁਰਦਾਸ ਕਾਲਜ ਵਿਖੇ ਸੱਭਿਆਚਾਰਕ ਮਾਮਲੇ ਵਿਭਾਗ ਦੇ ਸਲਾਹਕਾਰ ਦੀਪਕ ਬਾਲੀ ਦਾ ਹੋਇਆ ਸਨਮਾਨ — [46, 1748, 522, 1799]
body-text: ਦੋਵਾਂ ਦੋਸ਼ੀ ਅਪਰਾਧਿਕ ਪਿਛੋਕੜ ਦੇ ਹਨ, ਜਿਨ੍ਹਾਂ ਦੇ ਖਿਲਾਫ ਪਹਿਲਾਂ ਵੀ ਕਈ ਮੁਕੱਦਮੇ ਦਰਜ ਹਨ। — [1316, 1412, 1504, 1441]
photo-banner-text: ਵਣ ਮਹਾਂਉਤਸਵ — [221, 1848, 340, 1872]
headline: ਪ੍ਰਾਚੀਨ ਗਊਸ਼ਾਲਾ ਦੇ ਪ੍ਰਧਾਨ ਅਮਰਜੀਤ ਕਾਲੇਕੇ 'ਤੇ ਹਮਲਾ ਕਰਨ ਵਾਲਿਆਂ ਨੂੰ ਬਰਨਾਲਾ ਪੁਲਿਸ ਨੇ ਦਬੋਚਿਆ — [571, 1359, 1372, 1382]
photo-caption: ਇੰਸਪੈਕਟਰ ਲਖਵਿੰਦਰ ਸਿੰਘ ਤੇ ਸਮੇਤ ਪੁਲਿਸ ਪਾਰਟੀ ਸੀ.ਸੀ.ਟੀ.ਵੀ — [768, 1587, 1115, 1606]
article-heart-day — [949, 76, 1504, 438]
